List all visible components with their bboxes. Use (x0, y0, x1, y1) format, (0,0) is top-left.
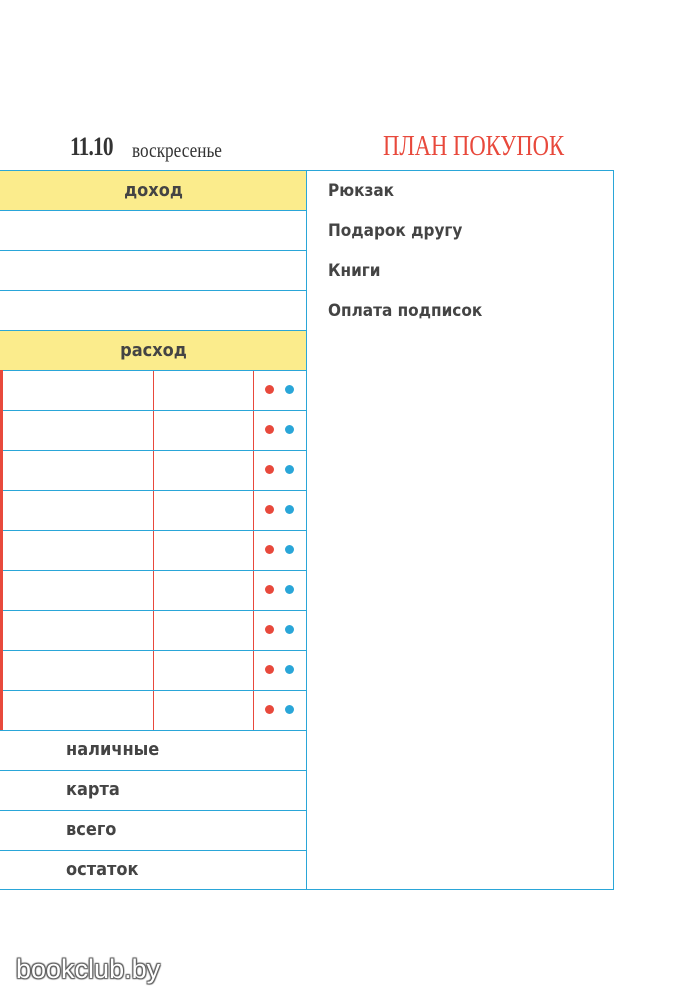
plan-item: Оплата подписок (328, 301, 483, 321)
blue-dot-marker[interactable] (285, 385, 294, 394)
watermark: bookclub.by (16, 954, 161, 984)
table-bottom-border (0, 889, 307, 890)
expense-header (0, 330, 307, 370)
budget-table (0, 170, 307, 890)
summary-label: карта (66, 779, 120, 800)
income-row[interactable] (0, 210, 307, 250)
expense-row[interactable] (0, 370, 307, 410)
blue-dot-marker[interactable] (285, 625, 294, 634)
summary-row-card[interactable] (0, 770, 307, 810)
red-dot-marker[interactable] (265, 385, 274, 394)
income-row[interactable] (0, 290, 307, 330)
blue-dot-marker[interactable] (285, 705, 294, 714)
expense-row[interactable] (0, 570, 307, 610)
blue-dot-marker[interactable] (285, 545, 294, 554)
blue-dot-marker[interactable] (285, 465, 294, 474)
summary-row-total[interactable] (0, 810, 307, 850)
plan-title: ПЛАН ПОКУПОК (383, 130, 565, 162)
expense-row[interactable] (0, 610, 307, 650)
expense-row[interactable] (0, 530, 307, 570)
red-dot-marker[interactable] (265, 585, 274, 594)
expense-red-edge (0, 370, 3, 730)
red-dot-marker[interactable] (265, 425, 274, 434)
plan-item: Подарок другу (328, 221, 463, 241)
shopping-plan-box[interactable] (306, 170, 614, 890)
expense-row[interactable] (0, 410, 307, 450)
red-dot-marker[interactable] (265, 625, 274, 634)
summary-label: наличные (66, 739, 160, 760)
blue-dot-marker[interactable] (285, 425, 294, 434)
expense-row[interactable] (0, 450, 307, 490)
income-row[interactable] (0, 250, 307, 290)
date: 11.10 (70, 132, 113, 161)
red-dot-marker[interactable] (265, 465, 274, 474)
income-header (0, 170, 307, 210)
summary-label: остаток (66, 859, 139, 880)
plan-item: Рюкзак (328, 181, 395, 201)
summary-label: всего (66, 819, 117, 840)
expense-row[interactable] (0, 690, 307, 730)
red-dot-marker[interactable] (265, 705, 274, 714)
blue-dot-marker[interactable] (285, 665, 294, 674)
summary-row-cash[interactable] (0, 730, 307, 770)
summary-row-balance[interactable] (0, 850, 307, 890)
income-label: доход (124, 180, 183, 201)
weekday: воскресенье (132, 138, 222, 162)
expense-row[interactable] (0, 650, 307, 690)
red-dot-marker[interactable] (265, 665, 274, 674)
expense-row[interactable] (0, 490, 307, 530)
blue-dot-marker[interactable] (285, 505, 294, 514)
expense-label: расход (120, 340, 187, 361)
red-dot-marker[interactable] (265, 505, 274, 514)
red-dot-marker[interactable] (265, 545, 274, 554)
blue-dot-marker[interactable] (285, 585, 294, 594)
plan-item: Книги (328, 261, 381, 281)
